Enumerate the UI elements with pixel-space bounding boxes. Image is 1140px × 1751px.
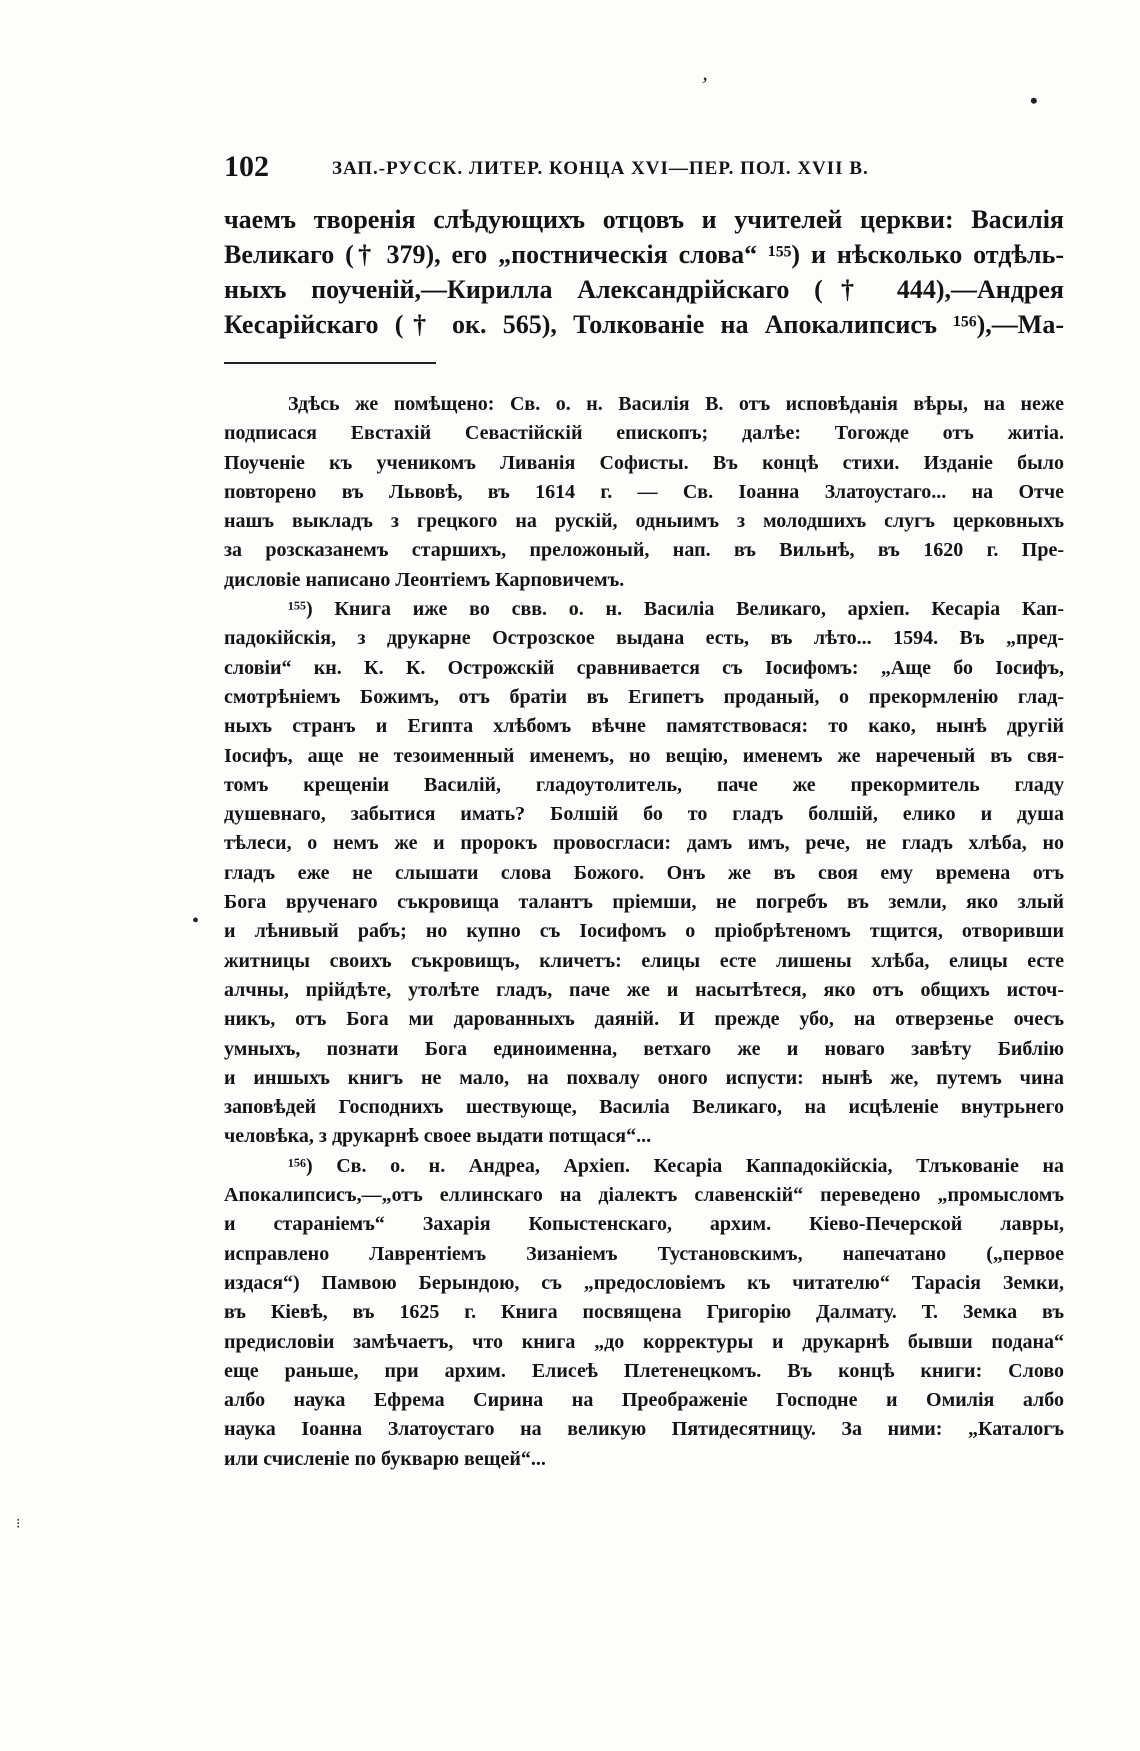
footnote-line: издася“) Памвою Берындою, съ „предословіемъ къ читателю“ Тарасія Земки, xyxy=(224,1271,1064,1294)
footnote-line: томъ крещеніи Василій, гладоутолитель, паче же прекормитель гладу xyxy=(224,773,1064,796)
footnote-line: и иншыхъ книгъ не мало, на похвалу оного испусти: нынѣ же, путемъ чина xyxy=(224,1066,1064,1089)
footnote-line: и лѣнивый рабъ; но купно съ Іосифомъ о пріобрѣтеномъ тщится, отворивши xyxy=(224,920,1064,943)
running-title: ЗАП.-РУССК. ЛИТЕР. КОНЦА XVI—ПЕР. ПОЛ. XVII В. xyxy=(332,158,869,179)
footnote-line: предисловіи замѣчаетъ, что книга „до корректуры и друкарнѣ бывши подана“ xyxy=(224,1330,1064,1353)
page-number: 102 xyxy=(224,150,269,183)
footnote-line: Апокалипсисъ,—„отъ еллинскаго на діалектъ славенскій“ переведено „промысломъ xyxy=(224,1184,1064,1207)
footnote-line: Здѣсь же помѣщено: Св. о. н. Василія В. отъ исповѣданія вѣры, на неже xyxy=(288,393,1064,415)
footnote-line: наука Іоанна Златоустаго на великую Пятидесятницу. За ними: „Каталогъ xyxy=(224,1418,1064,1441)
footnote-line: албо наука Ефрема Сирина на Преображеніе Господне и Омилія албо xyxy=(224,1389,1064,1412)
footnote-line: душевнаго, забытися имать? Болшій бо то гладъ болшій, елико и душа xyxy=(224,803,1064,826)
footnote-line: ¹⁵⁵) Книга иже во свв. о. н. Василіа Великаго, архіеп. Кесаріа Кап- xyxy=(288,598,1064,621)
text-line: Кесарійскаго († ок. 565), Толкованіе на Апокалипсисъ ¹⁵⁶),—Ма- xyxy=(224,310,1064,339)
page-header xyxy=(224,150,984,186)
footnote-line: алчны, прійдѣте, утолѣте гладъ, паче же и насытѣтеся, яко отъ общихъ источ- xyxy=(224,978,1064,1001)
footnote-line: повторено въ Львовѣ, въ 1614 г. — Св. Іоанна Златоустаго... на Отче xyxy=(224,480,1064,503)
footnote-continued xyxy=(224,390,1064,595)
footnote-line: никъ, отъ Бога ми дарованныхъ даяній. И прежде убо, на отверзенье очесъ xyxy=(224,1008,1064,1031)
footnote-line: заповѣдей Господнихъ шествующе, Василіа Великаго, на исцѣленіе внутрьнего xyxy=(224,1096,1064,1119)
footnote-line: исправлено Лаврентіемъ Зизаніемъ Тустановскимъ, напечатано („первое xyxy=(224,1242,1064,1265)
footnote-line: или счисленіе по букварю вещей“... xyxy=(224,1447,546,1470)
main-text xyxy=(224,202,1064,342)
footnote-line: смотрѣніемъ Божимъ, отъ братіи въ Египетъ проданый, о прекормленію глад- xyxy=(224,685,1064,708)
footnote-line: человѣка, з друкарнѣ своее выдати потщася“... xyxy=(224,1125,652,1148)
footnote-line: падокійскія, з друкарне Острозское выдана есть, въ лѣто... 1594. Въ „пред- xyxy=(224,627,1064,650)
footnote-line: нашъ выкладъ з грецкого на рускій, одныимъ з молодшихъ слугъ церковныхъ xyxy=(224,510,1064,533)
footnote-line: и стараніемъ“ Захарія Копыстенскаго, архим. Кіево-Печерской лавры, xyxy=(224,1213,1064,1236)
footnote-line: еще раньше, при архим. Елисеѣ Плетенецкомъ. Въ концѣ книги: Слово xyxy=(224,1359,1064,1382)
footnote-line: тѣлеси, о немъ же и пророкъ провосглаcи: дамъ имъ, рече, не гладъ хлѣба, но xyxy=(224,832,1064,855)
text-line: Великаго († 379), его „постническія слова“ ¹⁵⁵) и нѣсколько отдѣль- xyxy=(224,240,1064,269)
footnote-line: за розсказанемъ старшихъ, преложоный, нап. въ Вильнѣ, въ 1620 г. Пре- xyxy=(224,539,1064,562)
footnote-line: умныхъ, познати Бога единоименна, ветхаго же и новаго завѣту Библію xyxy=(224,1037,1064,1060)
footnote-line: гладъ еже не слышати слова Божого. Онъ же въ своя ему времена отъ xyxy=(224,861,1064,884)
footnotes xyxy=(224,390,1064,1474)
footnote-line: подписася Евстахій Севастійскій епископъ; далѣе: Тогожде отъ житіа. xyxy=(224,422,1064,445)
footnote-line: ¹⁵⁶) Св. о. н. Андреа, Архіеп. Кесаріа Каппадокійскіа, Тлъкованіе на xyxy=(288,1154,1064,1177)
footnote-line: словіи“ кн. К. К. Острожскій сравнивается съ Іосифомъ: „Аще бо Іосифъ, xyxy=(224,656,1064,679)
text-line: ныхъ поученій,—Кирилла Александрійскаго († 444),—Андрея xyxy=(224,275,1064,304)
margin-dots: ⁝ xyxy=(16,1517,21,1532)
text-line: чаемъ творенія слѣдующихъ отцовъ и учителей церкви: Василія xyxy=(224,205,1064,234)
footnote-line: дисловіе написано Леонтіемъ Карповичемъ. xyxy=(224,568,625,591)
footnote-line: въ Кіевѣ, въ 1625 г. Книга посвящена Григорію Далмату. Т. Земка въ xyxy=(224,1301,1064,1324)
ink-spot: • xyxy=(1030,88,1038,113)
footnote-line: Поученіе къ ученикомъ Ливанія Софисты. Въ концѣ стихи. Изданіе было xyxy=(224,451,1064,474)
footnote-line: Бога врученаго съкровища талантъ пріемши, не погребъ въ земли, яко злый xyxy=(224,891,1064,914)
footnote-155 xyxy=(224,595,1064,1152)
footnote-156 xyxy=(224,1152,1064,1474)
ink-spot: • xyxy=(192,910,200,932)
stray-mark: ʼ xyxy=(697,71,710,98)
footnote-line: Іосифъ, аще не тезоименный именемъ, но вещію, именемъ же нареченый въ свя- xyxy=(224,744,1064,767)
footnote-line: ныхъ странъ и Египта хлѣбомъ вѣчне памятствовася: то како, нынѣ другій xyxy=(224,715,1064,738)
footnote-rule xyxy=(224,362,436,364)
footnote-line: житницы своихъ съкровищъ, кличетъ: елицы есте лишены хлѣба, елицы есте xyxy=(224,949,1064,972)
